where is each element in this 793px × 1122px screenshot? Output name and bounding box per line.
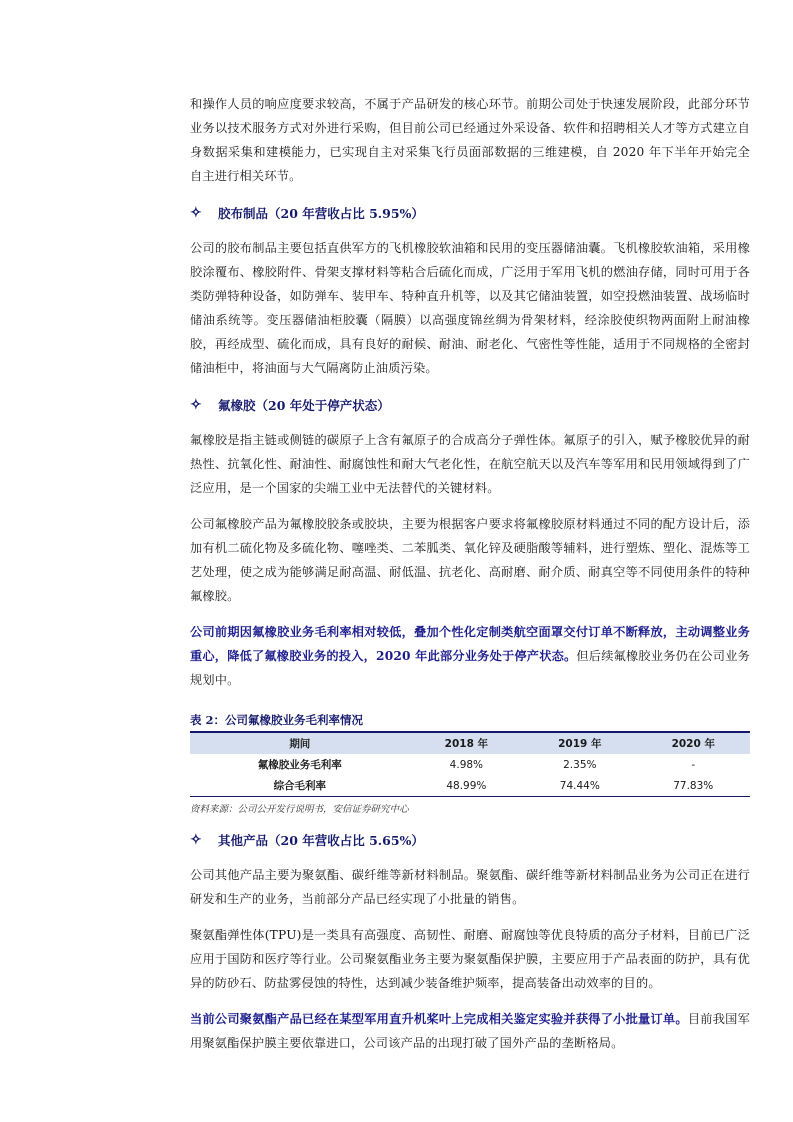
row-label: 氟橡胶业务毛利率 [257, 759, 342, 771]
paragraph-text: 氟橡胶是指主链或侧链的碳原子上含有氟原子的合成高分子弹性体。氟原子的引入，赋予橡胶优异的耐热性、抗氧化性、耐油性、耐腐蚀性和耐大气老化性，在航空航天以及汽车等军用和民用领域得到了广泛应用，是一个国家的尖端工业中无法替代的关键材料。 [190, 433, 750, 495]
paragraph-text: 和操作人员的响应度要求较高，不属于产品研发的核心环节。前期公司处于快速发展阶段，此部分环节业务以技术服务方式对外进行采购，但目前公司已经通过外采设备、软件和招聘相关人才等方式建立自身数据采集和建模能力，已实现自主对采集飞行员面部数据的三维建模，自 2020 年下半年开始完全自主进行相关环节。 [190, 97, 750, 183]
table-2 [190, 712, 750, 815]
paragraph-text: 但后续氟橡胶业务仍在公司业务规划中。 [190, 649, 750, 687]
table-source: 资料来源：公司公开发行说明书，安信证券研究中心 [190, 804, 409, 815]
section-heading-fluororubber [190, 396, 750, 414]
cell-value: 74.44% [559, 779, 600, 792]
paragraph-other-products [190, 863, 750, 911]
heading-text: 氟橡胶（20 年处于停产状态） [218, 398, 390, 413]
header-2019: 2019 年 [558, 738, 602, 750]
cell-value: 77.83% [673, 779, 714, 792]
heading-text: 其他产品（20 年营收占比 5.65%） [218, 833, 424, 848]
paragraph-text: 公司的胶布制品主要包括直供军方的飞机橡胶软油箱和民用的变压器储油囊。飞机橡胶软油箱，采用橡胶涂覆布、橡胶附件、骨架支撑材料等粘合后硫化而成，广泛用于军用飞机的燃油存储，同时可用于各类防弹特种设备，如防弹车、装甲车、特种直升机等，以及其它储油装置，如空投燃油装置、战场临时储油系统等。变压器储油柜胶囊（隔膜）以高强度锦丝绸为骨架材料，经涂胶使织物两面附上耐油橡胶，再经成型、硫化而成，具有良好的耐候、耐油、耐老化、气密性等性能，适用于不同规格的全密封储油柜中，将油面与大气隔离防止油质污染。 [190, 241, 750, 375]
emphasis-text: 公司前期因氟橡胶业务毛利率相对较低，叠加个性化定制类航空面罩交付订单不断释放，主动调整业务重心，降低了氟橡胶业务的投入，2020 年此部分业务处于停产状态。 [190, 625, 750, 663]
cell-value: 48.99% [446, 779, 487, 792]
heading-text: 胶布制品（20 年营收占比 5.95%） [218, 206, 424, 221]
table-title: 表 2：公司氟橡胶业务毛利率情况 [190, 713, 364, 727]
diamond-bullet-icon: ✧ [190, 397, 202, 413]
header-period: 期间 [289, 738, 311, 750]
paragraph-text: 聚氨酯弹性体(TPU)是一类具有高强度、高韧性、耐磨、耐腐蚀等优良特质的高分子材料，目前已广泛应用于国防和医疗等行业。公司聚氨酯业务主要为聚氨酯保护膜，主要应用于产品表面的防护，具有优异的防砂石、防盐雾侵蚀的特性，达到减少装备维护频率，提高装备出动效率的目的。 [190, 928, 750, 990]
paragraph-polyurethane-orders [190, 1007, 750, 1055]
paragraph-text: 公司氟橡胶产品为氟橡胶胶条或胶块，主要为根据客户要求将氟橡胶原材料通过不同的配方设计后，添加有机二硫化物及多硫化物、噻唑类、二苯胍类、氧化锌及硬脂酸等辅料，进行塑炼、塑化、混炼等工艺处理，使之成为能够满足耐高温、耐低温、抗老化、高耐磨、耐介质、耐真空等不同使用条件的特种氟橡胶。 [190, 517, 750, 603]
diamond-bullet-icon: ✧ [190, 205, 202, 221]
paragraph-text: 目前我国军用聚氨酯保护膜主要依靠进口，公司该产品的出现打破了国外产品的垄断格局。 [190, 1012, 751, 1050]
emphasis-text: 当前公司聚氨酯产品已经在某型军用直升机桨叶上完成相关鉴定实验并获得了小批量订单。 [190, 1012, 688, 1026]
cell-value: - [691, 758, 696, 771]
diamond-bullet-icon: ✧ [190, 832, 202, 848]
section-heading-rubber-fabric [190, 204, 750, 222]
paragraph-facial-modeling [190, 92, 750, 188]
cell-value: 4.98% [449, 758, 484, 771]
header-2020: 2020 年 [671, 738, 715, 750]
table-header-row [190, 732, 750, 754]
paragraph-fluororubber-suspension [190, 620, 750, 692]
paragraph-fluororubber-products [190, 512, 750, 608]
paragraph-tpu [190, 923, 750, 995]
row-label: 综合毛利率 [273, 780, 327, 792]
paragraph-fluororubber-intro [190, 428, 750, 500]
section-heading-other-products [190, 831, 750, 849]
gross-margin-table [190, 731, 750, 797]
paragraph-rubber-fabric [190, 236, 750, 380]
table-row [190, 754, 750, 775]
document-page [190, 92, 750, 1067]
table-row [190, 775, 750, 797]
header-2018: 2018 年 [444, 738, 489, 750]
cell-value: 2.35% [563, 758, 597, 771]
paragraph-text: 公司其他产品主要为聚氨酯、碳纤维等新材料制品。聚氨酯、碳纤维等新材料制品业务为公司正在进行研发和生产的业务，当前部分产品已经实现了小批量的销售。 [190, 868, 750, 906]
